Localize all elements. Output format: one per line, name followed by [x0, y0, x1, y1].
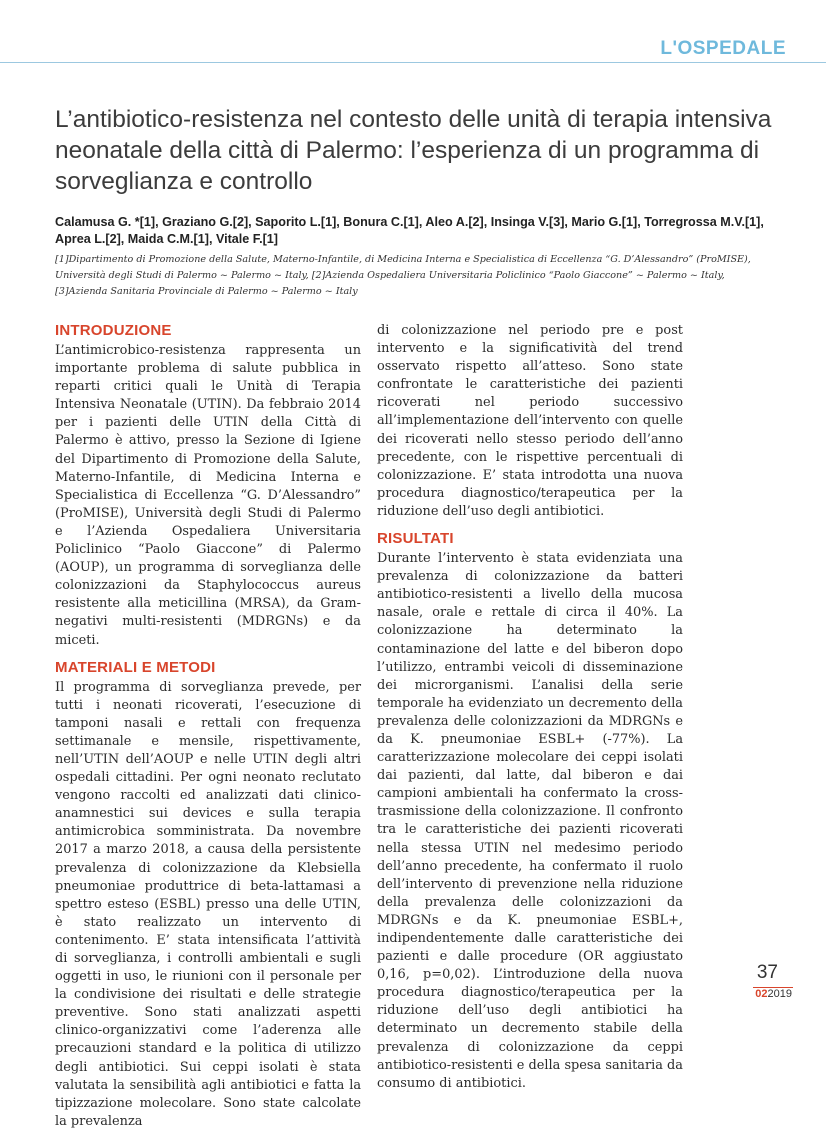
- issue-label: [755, 988, 792, 1000]
- intro-paragraph: L’antimicrobico-resistenza rappresenta un importante problema di salute pubblica in reparti critici quali le Unità di Terapia Intensiva Neonatale (UTIN). Da febbraio 2014 per i pazienti delle UTIN della Città di Palermo è attivo, presso la Sezione di Igiene del Dipartimento di Promozione della Salute, Materno-Infantile, di Medicina Interna e Specialistica di Eccellenza “G. D’Alessandro” (ProMISE), Università degli Studi di Palermo e l’Azienda Ospedaliera Universitaria Policlinico “Paolo Giaccone” di Palermo (AOUP), un programma di sorveglianza delle colonizzazioni da Staphylococcus aureus resistente alla meticillina (MRSA), da Gram-negativi multi-resistenti (MDRGNs) e da miceti.: [55, 343, 361, 648]
- methods-continued-paragraph: di colonizzazione nel periodo pre e post intervento e la significatività del trend osservato rispetto all’atteso. Sono state confrontate le caratteristiche dei pazienti ricoverati nel periodo successivo all’implementazione dell’intervento con quelle dei ricoverati nello stesso periodo dell’anno precedente, con le rispettive percentuali di colonizzazione. E’ stata introdotta una nuova procedura diagnostico/terapeutica per la riduzione dell’uso degli antibiotici.: [377, 323, 683, 519]
- methods-heading: MATERIALI E METODI: [55, 658, 216, 676]
- results-paragraph: Durante l’intervento è stata evidenziata una prevalenza di colonizzazione da batteri antibiotico-resistenti a livello della mucosa nasale, orale e rettale di circa il 40%. La colonizzazione ha determinato la contaminazione del latte e del biberon dopo l’utilizzo, entrambi veicoli di disseminazione dei microrganismi. L’analisi della serie temporale ha evidenziato un decremento della prevalenza delle colonizzazioni da MDRGNs e da K. pneumoniae ESBL+ (-77%). La caratterizzazione molecolare dei ceppi isolati dai pazienti, dal latte, dal biberon e dai campioni ambientali ha confermato la cross-trasmissione della colonizzazione. Il confronto tra le caratteristiche dei pazienti ricoverati nella stessa UTIN nel medesimo periodo dell’anno precedente, ha confermato il ruolo dell’intervento di prevenzione nella riduzione della prevalenza delle colonizzazioni da MDRGNs e da K. pneumoniae ESBL+, indipendentemente dalle caratteristiche dei pazienti e dalle procedure (OR aggiustato 0,16, p=0,02). L’introduzione della nuova procedura diagnostico/terapeutica per la riduzione dell’uso degli antibiotici ha determinato un decremento stabile della prevalenza di colonizzazione da ceppi antibiotico-resistenti e della spesa sanitaria da consumo di antibiotici.: [377, 551, 683, 1091]
- methods-paragraph: Il programma di sorveglianza prevede, per tutti i neonati ricoverati, l’esecuzione di tamponi nasali e rettali con frequenza settimanale e mensile, rispettivamente, nell’UTIN dell’AOUP e nelle UTIN degli altri ospedali cittadini. Per ogni neonato reclutato vengono raccolti ed analizzati dati clinico-anamnestici sui devices e sulla terapia antimicrobica somministrata. Da novembre 2017 a marzo 2018, a causa della persistente prevalenza di colonizzazione da Klebsiella pneumoniae produttrice di beta-lattamasi a spettro esteso (ESBL) presso una delle UTIN, è stato realizzato un intervento di contenimento. E’ stata intensificata l’attività di sorveglianza, i controlli ambientali e sugli oggetti in uso, le riunioni con il personale per la condivisione dei risultati e delle strategie preventive. Sono stati analizzati aspetti clinico-organizzativi come l’aderenza alle precauzioni standard e la politica di utilizzo degli antibiotici. Sui ceppi isolati è stata valutata la sensibilità agli antibiotici e fatta la tipizzazione molecolare. Sono state calcolate la prevalenza: [55, 679, 361, 1129]
- intro-heading: INTRODUZIONE: [55, 322, 172, 339]
- left-column: [55, 322, 361, 1131]
- header-rule: [0, 62, 826, 63]
- page-number: 37: [756, 962, 778, 983]
- issue-number: 02: [755, 988, 768, 1000]
- issue-year: 2019: [767, 988, 792, 1000]
- affiliations: [1]Dipartimento di Promozione della Salute, Materno-Infantile, di Medicina Interna e Specialistica di Eccellenza “G. D’Alessandro” (ProMISE), Università degli Studi di Palermo ~ Palermo ~ Italy, [2]Azienda Ospedaliera Universitaria Policlinico “Paolo Giaccone” ~ Palermo ~ Italy, [3]Azienda Sanitaria Provinciale di Palermo ~ Palermo ~ Italy: [55, 254, 751, 297]
- results-heading: RISULTATI: [377, 530, 454, 548]
- right-column: [377, 322, 683, 1093]
- article-title: L’antibiotico-resistenza nel contesto delle unità di terapia intensiva neonatale della città di Palermo: l’esperienza di un programma di sorveglianza e controllo: [55, 106, 772, 195]
- journal-brand: L'OSPEDALE: [660, 38, 786, 59]
- author-list: Calamusa G. *[1], Graziano G.[2], Saporito L.[1], Bonura C.[1], Aleo A.[2], Insinga V.[3], Mario G.[1], Torregrossa M.V.[1], Aprea L.[2], Maida C.M.[1], Vitale F.[1]: [55, 215, 764, 246]
